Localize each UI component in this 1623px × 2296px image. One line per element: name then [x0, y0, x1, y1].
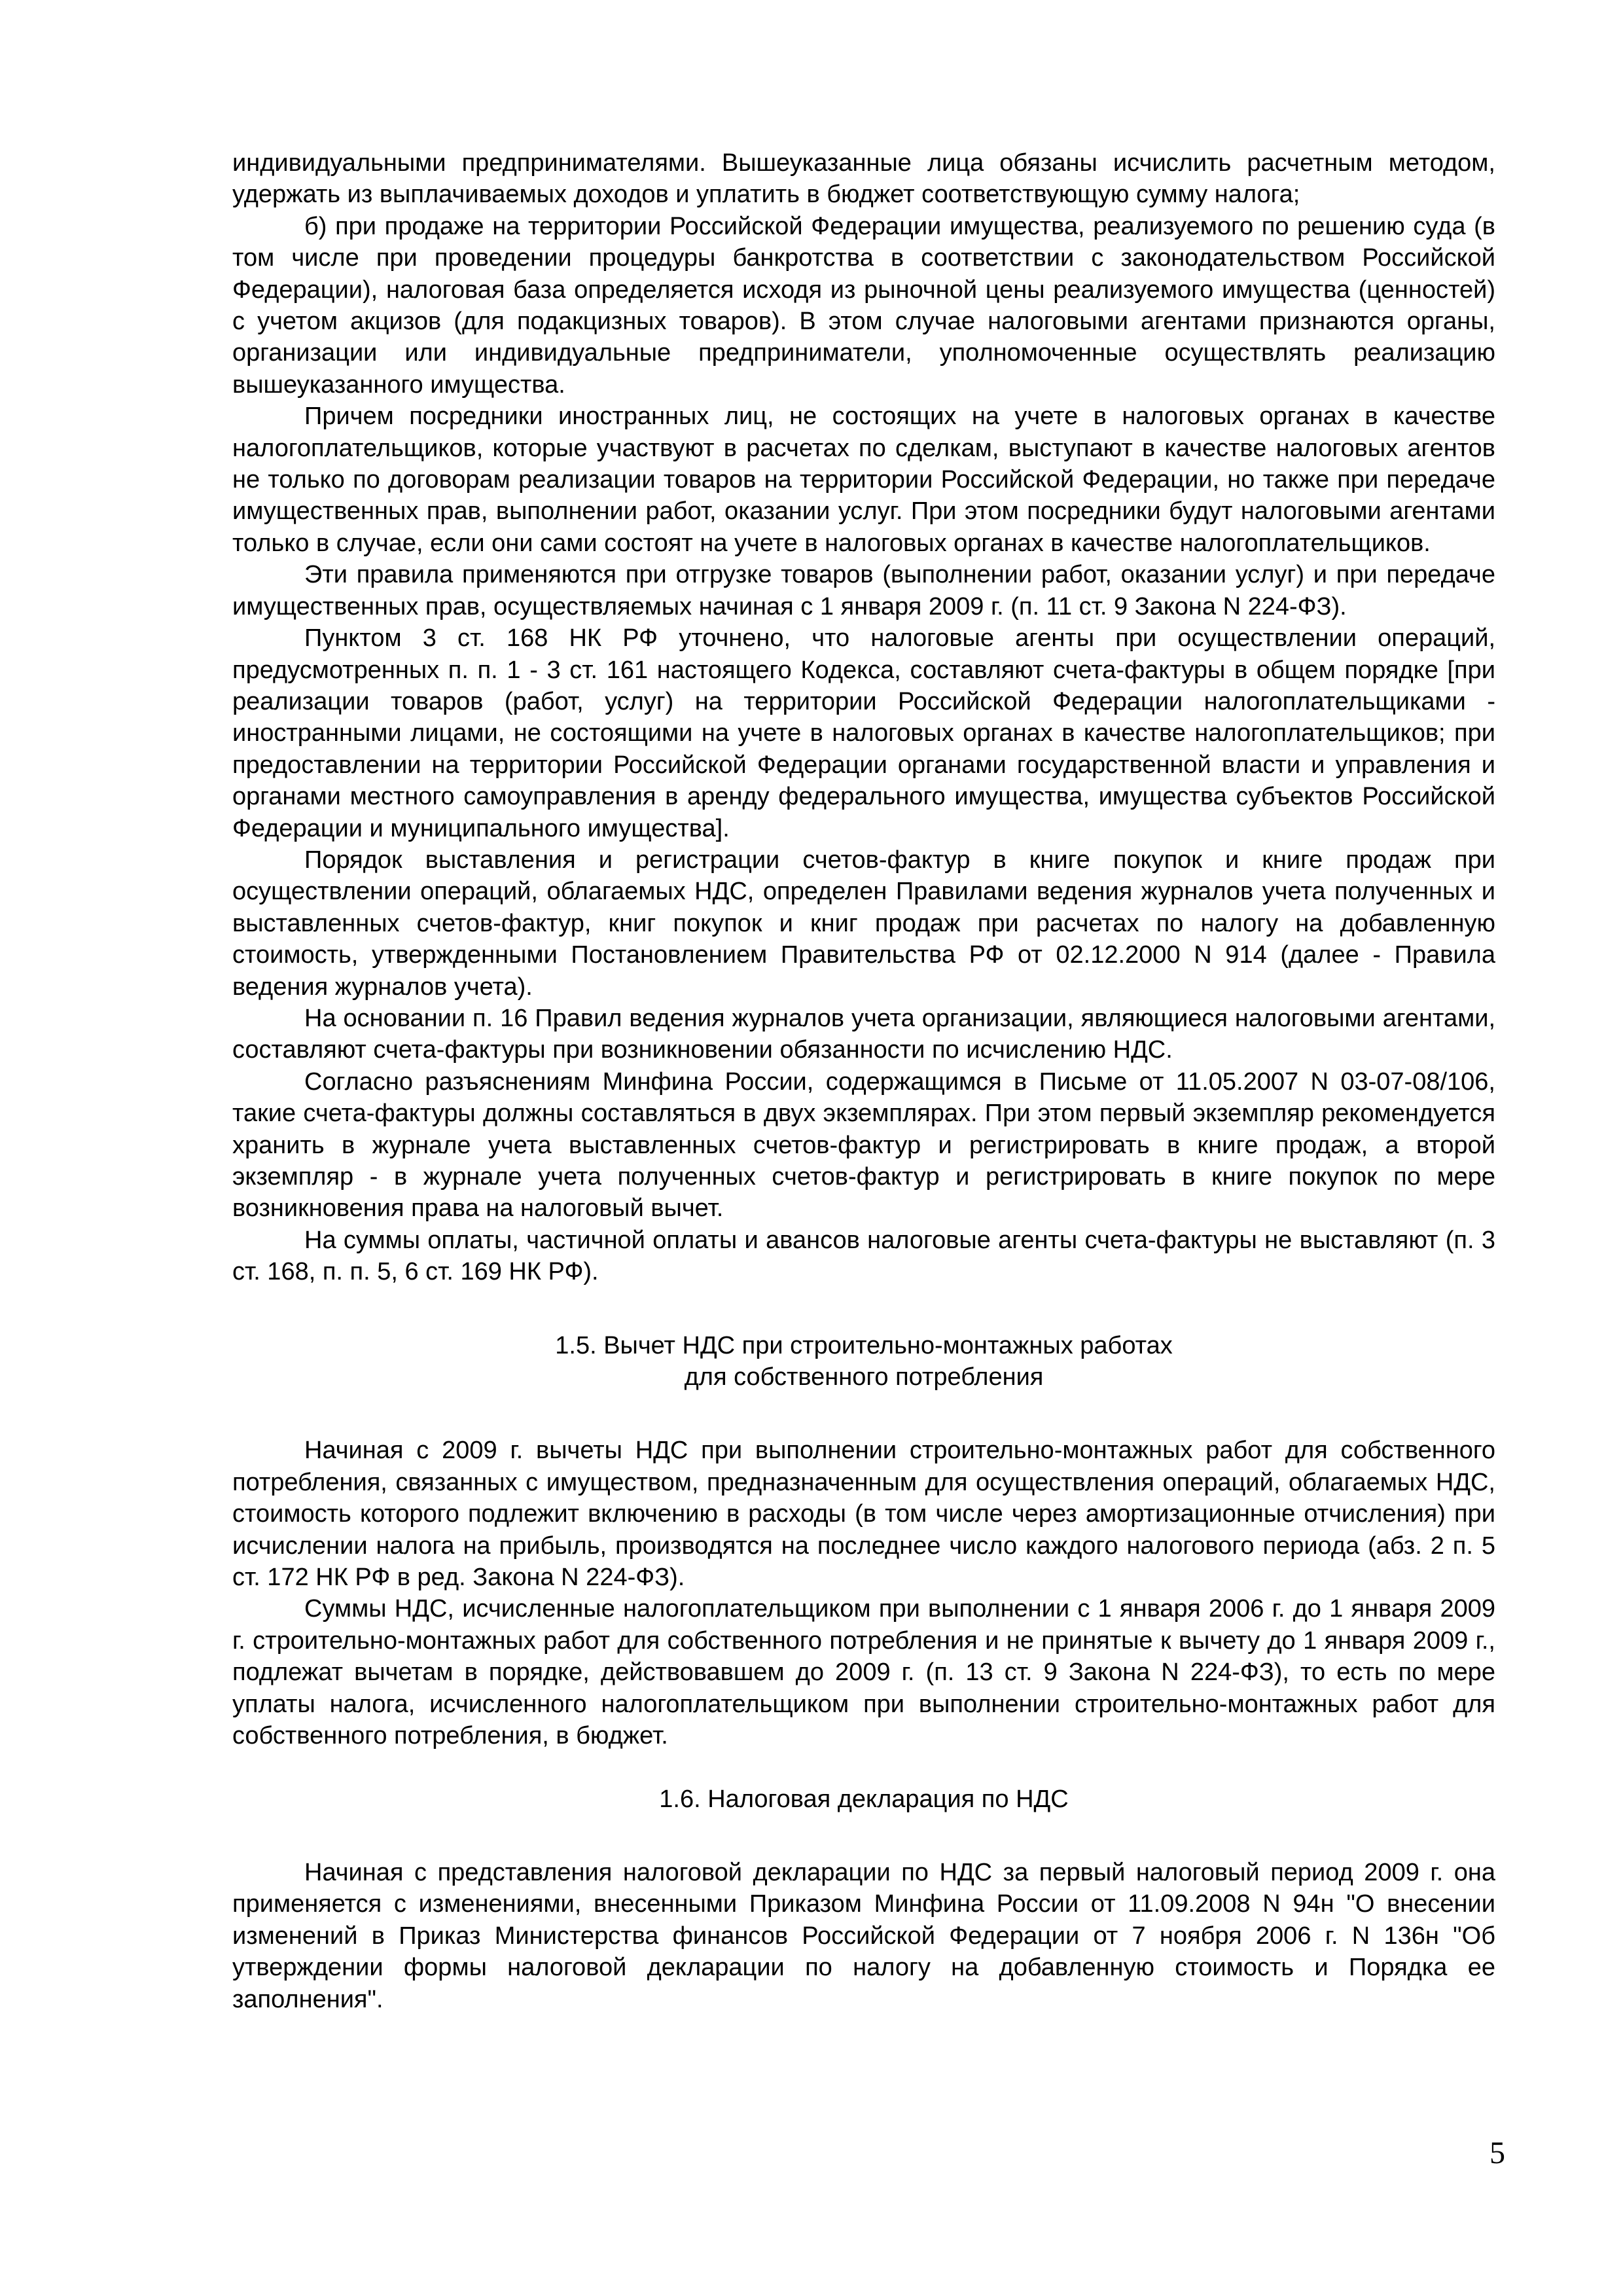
paragraph: Начиная с представления налоговой декларации по НДС за первый налоговый период 2009 г. она применяется с изменениями, внесенными Приказом Минфина России от 11.09.2008 N 94н "О внесении изменений в Приказ Министерства финансов Российской Федерации от 7 ноября 2006 г. N 136н "Об утверждении формы налоговой декларации по налогу на добавленную стоимость и Порядка ее заполнения".: [232, 1858, 1495, 2013]
paragraph: Эти правила применяются при отгрузке товаров (выполнении работ, оказании услуг) и при передаче имущественных прав, осуществляемых начиная с 1 января 2009 г. (п. 11 ст. 9 Закона N 224-ФЗ).: [232, 561, 1495, 620]
section-heading-line: 1.6. Налоговая декларация по НДС: [659, 1785, 1069, 1813]
document-page: [232, 147, 1495, 2015]
paragraph: На основании п. 16 Правил ведения журналов учета организации, являющиеся налоговыми агентами, составляют счета-фактуры при возникновении обязанности по исчислению НДС.: [232, 1004, 1495, 1064]
paragraph: б) при продаже на территории Российской Федерации имущества, реализуемого по решению суда (в том числе при проведении процедуры банкротства в соответствии с законодательством Российской Федерации), налоговая база определяется исходя из рыночной цены реализуемого имущества (ценностей) с учетом акцизов (для подакцизных товаров). В этом случае налоговыми агентами признаются органы, организации или индивидуальные предприниматели, уполномоченные осуществлять реализацию вышеуказанного имущества.: [232, 212, 1495, 399]
page-number: 5: [1489, 2136, 1505, 2170]
paragraph: На суммы оплаты, частичной оплаты и авансов налоговые агенты счета-фактуры не выставляют (п. 3 ст. 168, п. п. 5, 6 ст. 169 НК РФ).: [232, 1226, 1495, 1286]
section-heading-1-6: [232, 1784, 1495, 1815]
paragraph: Порядок выставления и регистрации счетов-фактур в книге покупок и книге продаж при осуществлении операций, облагаемых НДС, определен Правилами ведения журналов учета полученных и выставленных счетов-фактур, книг покупок и книг продаж при расчетах по налогу на добавленную стоимость, утвержденными Постановлением Правительства РФ от 02.12.2000 N 914 (далее - Правила ведения журналов учета).: [232, 846, 1495, 1001]
paragraph: индивидуальными предпринимателями. Вышеуказанные лица обязаны исчислить расчетным методом, удержать из выплачиваемых доходов и уплатить в бюджет соответствующую сумму налога;: [232, 149, 1495, 209]
section-heading-line: для собственного потребления: [684, 1363, 1044, 1391]
paragraph: Пунктом 3 ст. 168 НК РФ уточнено, что налоговые агенты при осуществлении операций, предусмотренных п. п. 1 - 3 ст. 161 настоящего Кодекса, составляют счета-фактуры в общем порядке [при реализации товаров (работ, услуг) на территории Российской Федерации налогоплательщиками - иностранными лицами, не состоящими на учете в налоговых органах в качестве налогоплательщиков; при предоставлении на территории Российской Федерации органами государственной власти и управления и органами местного самоуправления в аренду федерального имущества, имущества субъектов Российской Федерации и муниципального имущества].: [232, 624, 1495, 842]
paragraph: Суммы НДС, исчисленные налогоплательщиком при выполнении с 1 января 2006 г. до 1 января 2009 г. строительно-монтажных работ для собственного потребления и не принятые к вычету до 1 января 2009 г., подлежат вычетам в порядке, действовавшем до 2009 г. (п. 13 ст. 9 Закона N 224-ФЗ), то есть по мере уплаты налога, исчисленного налогоплательщиком при выполнении строительно-монтажных работ для собственного потребления, в бюджет.: [232, 1595, 1495, 1750]
paragraph: Начиная с 2009 г. вычеты НДС при выполнении строительно-монтажных работ для собственного потребления, связанных с имуществом, предназначенным для осуществления операций, облагаемых НДС, стоимость которого подлежит включению в расходы (в том числе через амортизационные отчисления) при исчислении налога на прибыль, производятся на последнее число каждого налогового периода (абз. 2 п. 5 ст. 172 НК РФ в ред. Закона N 224-ФЗ).: [232, 1437, 1495, 1592]
paragraph: Причем посредники иностранных лиц, не состоящих на учете в налоговых органах в качестве налогоплательщиков, которые участвуют в расчетах по сделкам, выступают в качестве налоговых агентов не только по договорам реализации товаров на территории Российской Федерации, но также при передаче имущественных прав, выполнении работ, оказании услуг. При этом посредники будут налоговыми агентами только в случае, если они сами состоят на учете в налоговых органах в качестве налогоплательщиков.: [232, 403, 1495, 557]
section-heading-line: 1.5. Вычет НДС при строительно-монтажных работах: [555, 1331, 1173, 1359]
section-heading-1-5: [232, 1330, 1495, 1393]
paragraph: Согласно разъяснениям Минфина России, содержащимся в Письме от 11.05.2007 N 03-07-08/106, такие счета-фактуры должны составляться в двух экземплярах. При этом первый экземпляр рекомендуется хранить в журнале учета выставленных счетов-фактур и регистрировать в книге продаж, а второй экземпляр - в журнале учета полученных счетов-фактур и регистрировать в книге покупок по мере возникновения права на налоговый вычет.: [232, 1067, 1495, 1223]
